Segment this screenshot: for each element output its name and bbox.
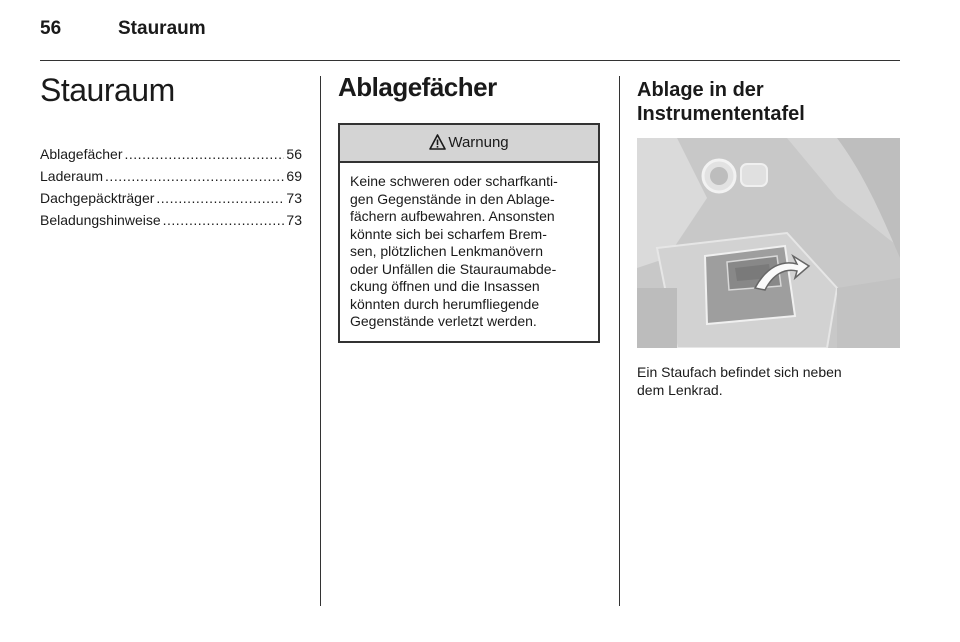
header-rule <box>40 60 900 61</box>
warning-line: oder Unfällen die Stauraumabde- <box>350 260 557 277</box>
toc-label: Beladungshinweise <box>40 212 161 228</box>
toc-page: 69 <box>286 168 302 184</box>
toc-item[interactable] <box>40 187 302 209</box>
section-title: Ablagefächer <box>338 72 497 102</box>
column-divider-2 <box>619 76 620 606</box>
warning-line: Keine schweren oder scharfkanti- <box>350 173 558 189</box>
running-title: Stauraum <box>118 18 206 39</box>
toc-item[interactable] <box>40 143 302 165</box>
section-column <box>338 72 600 343</box>
subsection-column <box>637 78 900 399</box>
warning-line: sen, plötzlichen Lenkmanövern <box>350 243 544 259</box>
warning-label: Warnung <box>448 134 509 151</box>
warning-line: ckung öffnen und die Insassen <box>350 278 540 294</box>
warning-line: könnte sich bei scharfem Brem- <box>350 225 547 242</box>
toc-label: Ablagefächer <box>40 146 123 162</box>
warning-box <box>338 123 600 343</box>
warning-triangle-icon <box>429 128 446 164</box>
caption-line: Ein Staufach befindet sich neben <box>637 364 842 380</box>
toc-page: 73 <box>286 190 302 206</box>
warning-line: fächern aufbewahren. Ansonsten <box>350 208 555 224</box>
warning-header <box>340 125 598 163</box>
toc-page: 73 <box>286 212 302 228</box>
subsection-title-line: Instrumententafel <box>637 103 805 125</box>
warning-line: gen Gegenstände in den Ablage- <box>350 190 555 207</box>
toc-item[interactable] <box>40 165 302 187</box>
subsection-title <box>637 78 900 126</box>
toc-item[interactable] <box>40 209 302 231</box>
storage-compartment-illustration <box>637 138 900 348</box>
chapter-column <box>40 72 302 231</box>
warning-line: könnten durch herumfliegende <box>350 295 540 312</box>
figure-caption <box>637 364 900 399</box>
chapter-toc <box>40 143 302 231</box>
warning-text <box>340 163 598 341</box>
toc-label: Laderaum <box>40 168 104 184</box>
caption-line: dem Lenkrad. <box>637 381 723 398</box>
chapter-title: Stauraum <box>40 72 175 108</box>
toc-label: Dachgepäckträger <box>40 190 155 206</box>
subsection-title-line: Ablage in der <box>637 79 764 101</box>
warning-line: Gegenstände verletzt werden. <box>350 313 537 329</box>
toc-page: 56 <box>286 146 302 162</box>
column-divider-1 <box>320 76 321 606</box>
page-number: 56 <box>40 18 62 39</box>
